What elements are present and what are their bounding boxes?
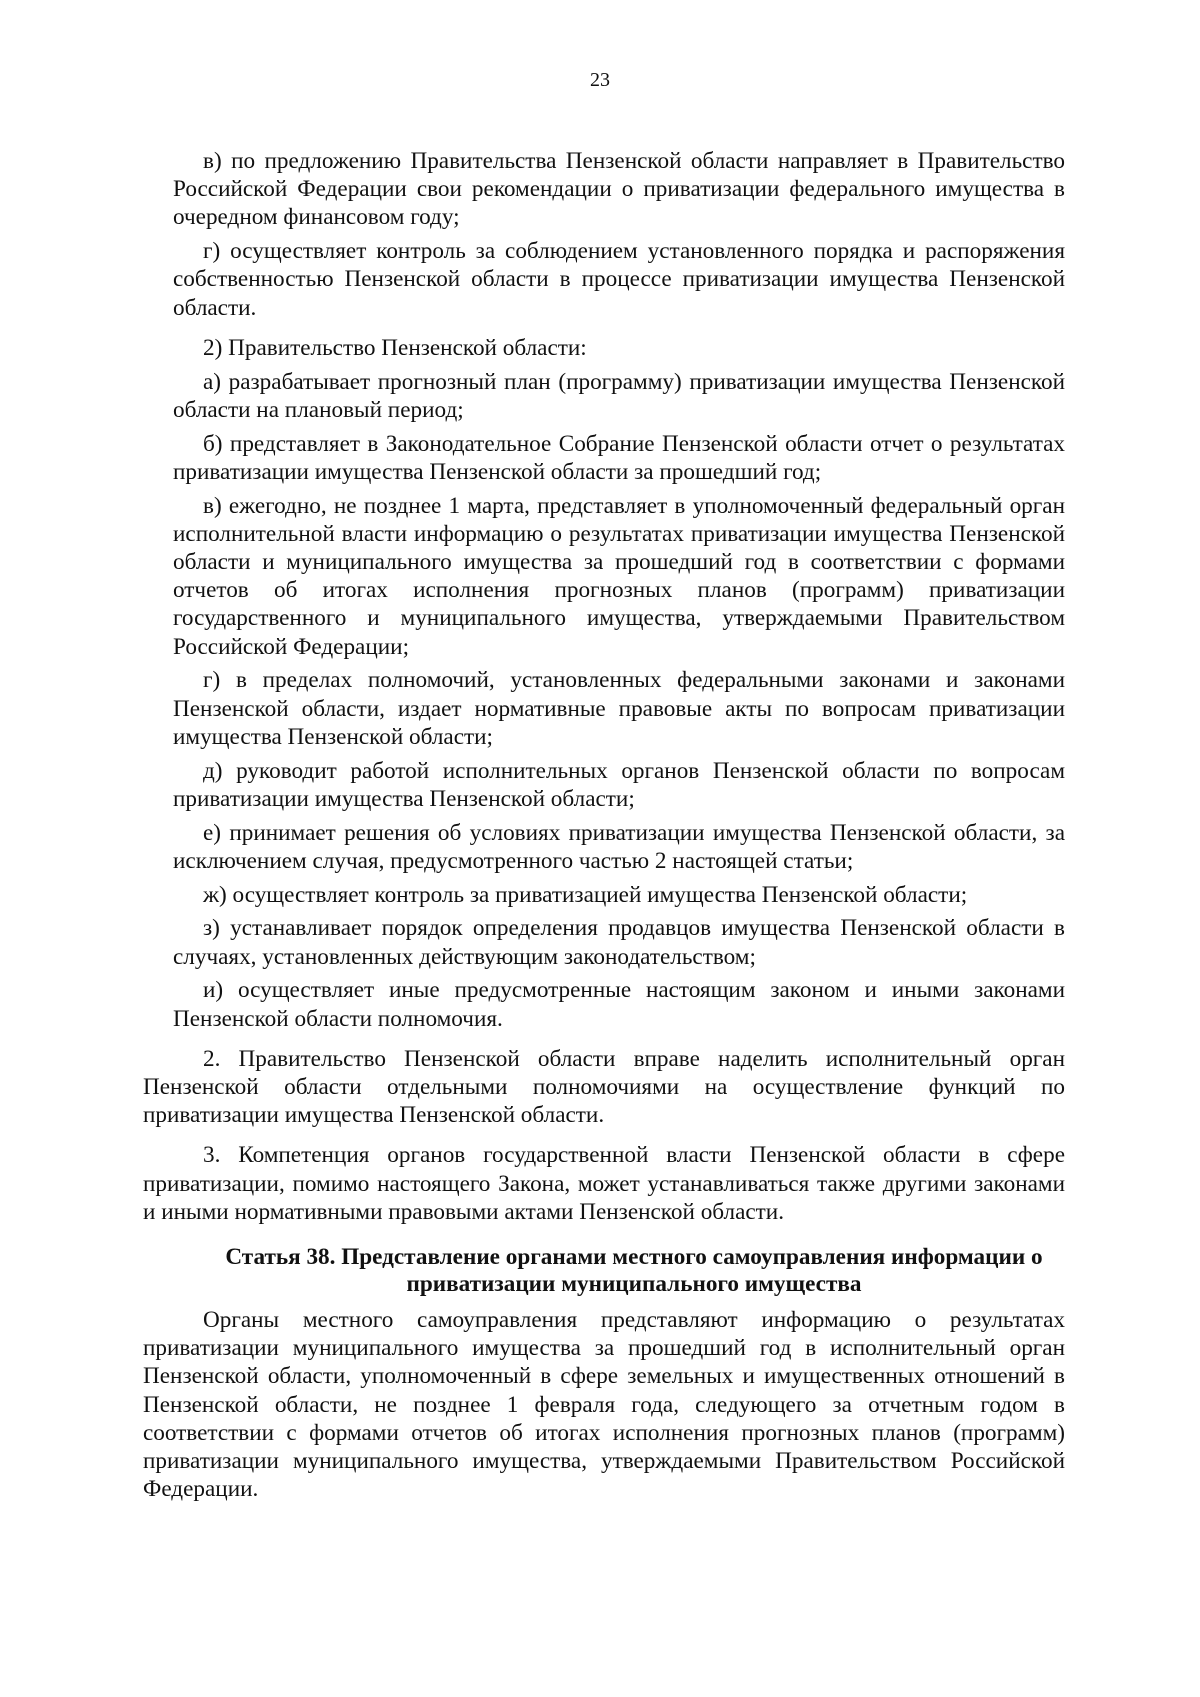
gov-item-b: б) представляет в Законодательное Собрание Пензенской области отчет о результатах приватизации имущества Пензенской области за прошедший год; [173,430,1065,485]
gov-item-d: д) руководит работой исполнительных органов Пензенской области по вопросам приватизации имущества Пензенской области; [173,757,1065,812]
gov-item-z: з) устанавливает порядок определения продавцов имущества Пензенской области в случаях, установленных действующим законодательством; [173,915,1065,970]
document-body [143,147,1065,1509]
gov-item-g: г) в пределах полномочий, установленных федеральными законами и законами Пензенской области, издает нормативные правовые акты по вопросам приватизации имущества Пензенской области; [173,667,1065,750]
gov-item-i: и) осуществляет иные предусмотренные настоящим законом и иными законами Пензенской области полномочия. [173,977,1065,1032]
gov-item-zh: ж) осуществляет контроль за приватизацией имущества Пензенской области; [203,881,968,908]
government-section-title: 2) Правительство Пензенской области: [203,334,587,361]
gov-item-v: в) ежегодно, не позднее 1 марта, представляет в уполномоченный федеральный орган исполнительной власти информацию о результатах приватизации имущества Пензенской области и муниципального имущества за прошедший год в соответствии с формами отчетов об итогах исполнения прогнозных планов (программ) приватизации государственного и муниципального имущества, утверждаемыми Правительством Российской Федерации; [173,492,1065,660]
article-38-body: Органы местного самоуправления представляют информацию о результатах приватизации муниципального имущества за прошедший год в исполнительный орган Пензенской области, уполномоченный в сфере земельных и имущественных отношений в Пензенской области, не позднее 1 февраля года, следующего за отчетным годом в соответствии с формами отчетов об итогах исполнения прогнозных планов (программ) приватизации муниципального имущества, утверждаемыми Правительством Российской Федерации. [143,1307,1065,1503]
point-3-paragraph: 3. Компетенция органов государственной власти Пензенской области в сфере приватизации, помимо настоящего Закона, может устанавливаться также другими законами и иными нормативными правовыми актами Пензенской области. [143,1142,1065,1225]
gov-item-e: е) принимает решения об условиях приватизации имущества Пензенской области, за исключением случая, предусмотренного частью 2 настоящей статьи; [173,819,1065,874]
article-38-heading-line2: приватизации муниципального имущества [406,1271,862,1298]
page-number: 23 [590,69,610,91]
article-38-heading-line1: Статья 38. Представление органами местного самоуправления информации о [225,1244,1043,1271]
article-38-heading [143,1244,1065,1298]
point-2-paragraph: 2. Правительство Пензенской области вправе наделить исполнительный орган Пензенской области отдельными полномочиями на осуществление функций по приватизации имущества Пензенской области. [143,1045,1065,1129]
paragraph-item-v: в) по предложению Правительства Пензенской области направляет в Правительство Российской Федерации свои рекомендации о приватизации федерального имущества в очередном финансовом году; [173,148,1065,231]
paragraph-item-g: г) осуществляет контроль за соблюдением установленного порядка и распоряжения собственностью Пензенской области в процессе приватизации имущества Пензенской области. [173,238,1065,321]
gov-item-a: а) разрабатывает прогнозный план (программу) приватизации имущества Пензенской области на плановый период; [173,368,1065,423]
